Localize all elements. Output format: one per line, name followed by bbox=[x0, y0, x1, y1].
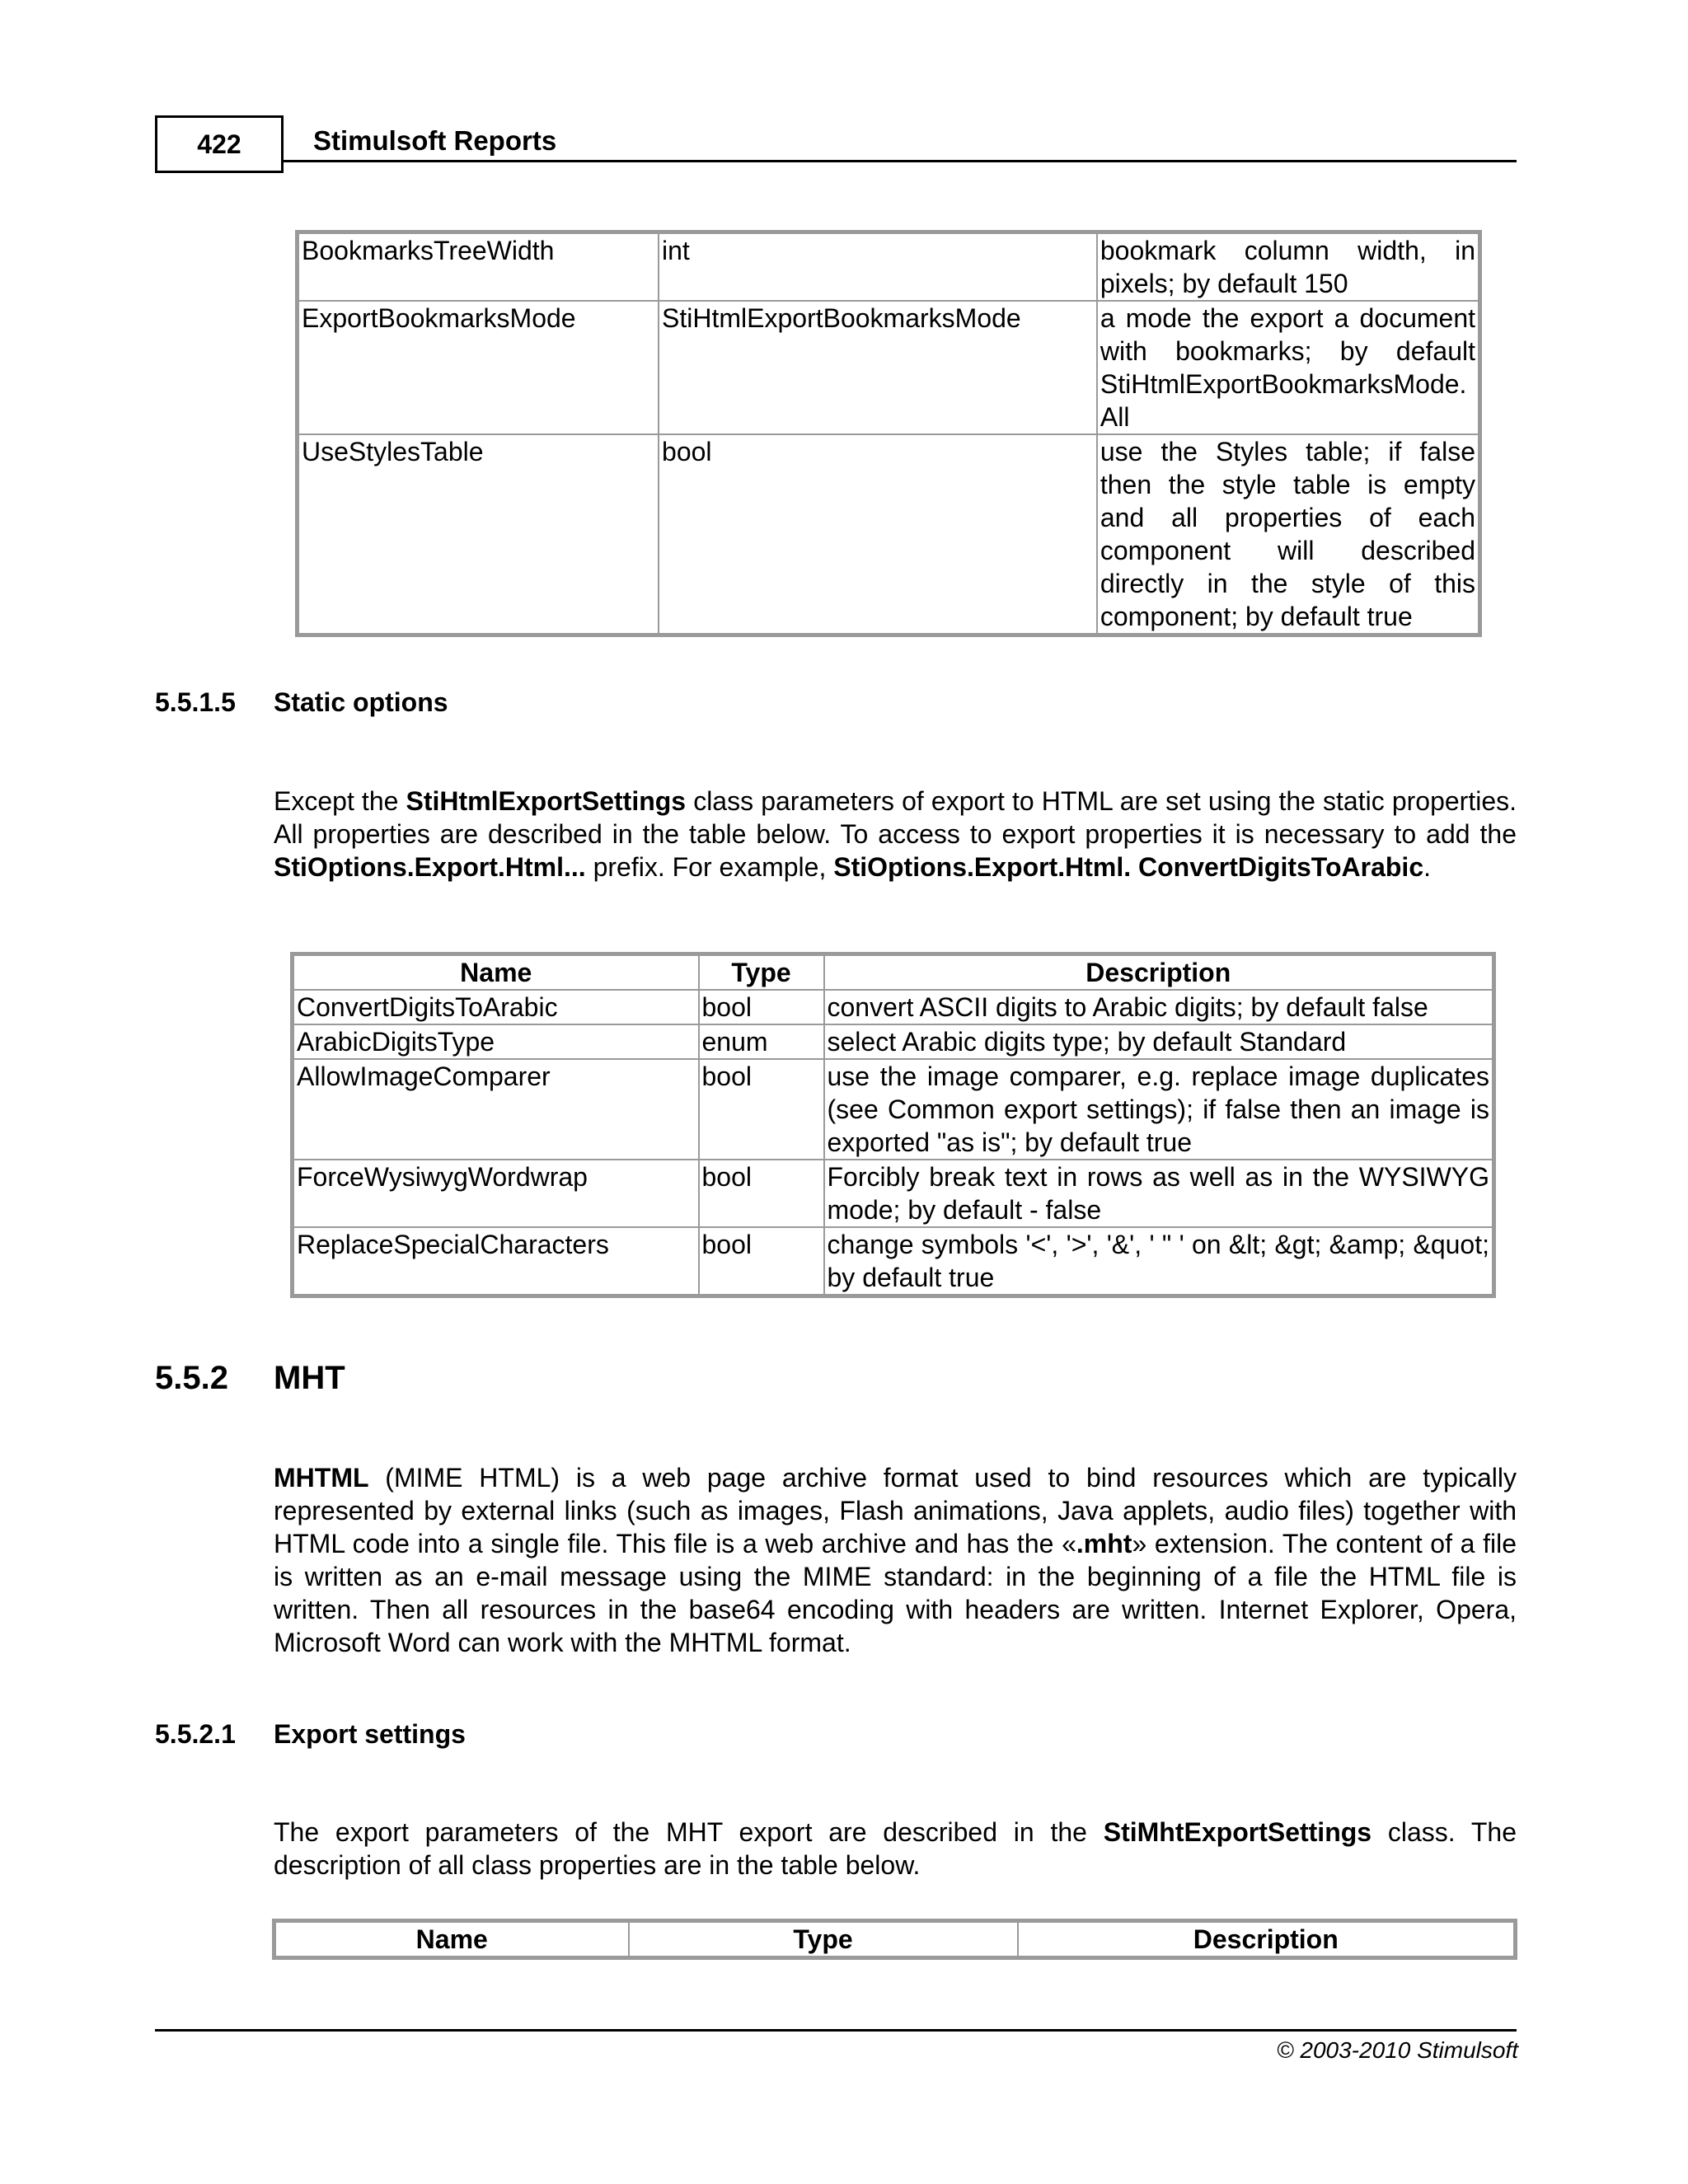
prefix-name: StiOptions.Export.Html... bbox=[274, 852, 586, 882]
table-row bbox=[293, 1059, 1494, 1160]
property-type: enum bbox=[699, 1024, 824, 1059]
property-name: ExportBookmarksMode bbox=[298, 301, 659, 434]
static-options-paragraph bbox=[274, 785, 1517, 883]
text-run: The export parameters of the MHT export are described in the bbox=[274, 1817, 1104, 1847]
text-run: Except the bbox=[274, 786, 406, 816]
property-type: bool bbox=[699, 1160, 824, 1227]
text-run: (MIME HTML) is a web page archive format used to bind resources which are typically represented by external links (such as images, Flash animations, Java applets, audio files) together with HTML code into a single file. This file is a web archive and has the « bbox=[274, 1463, 1517, 1558]
property-description: use the Styles table; if false then the style table is empty and all properties of each component will described directly in the style of this component; by default true bbox=[1097, 434, 1480, 635]
property-type: bool bbox=[659, 434, 1097, 635]
text-run: . bbox=[1423, 852, 1431, 882]
column-header-description: Description bbox=[824, 954, 1494, 991]
section-title: Export settings bbox=[274, 1719, 466, 1749]
header-rule bbox=[284, 160, 1517, 162]
footer-copyright: © 2003-2010 Stimulsoft bbox=[1276, 2037, 1518, 2063]
property-type: StiHtmlExportBookmarksMode bbox=[659, 301, 1097, 434]
section-number: 5.5.2 bbox=[155, 1360, 228, 1396]
example-name: StiOptions.Export.Html. ConvertDigitsToArabic bbox=[833, 852, 1424, 882]
property-description: bookmark column width, in pixels; by default 150 bbox=[1097, 232, 1480, 302]
property-type: bool bbox=[699, 1227, 824, 1296]
table-row bbox=[298, 232, 1480, 302]
property-name: AllowImageComparer bbox=[293, 1059, 699, 1160]
text-run: class parameters of export to HTML are set using the static properties. All properties are described in the table below. To access to export properties it is necessary to add the bbox=[274, 786, 1517, 849]
property-description: Forcibly break text in rows as well as in the WYSIWYG mode; by default - false bbox=[824, 1160, 1494, 1227]
table-row bbox=[293, 1024, 1494, 1059]
format-name: MHTML bbox=[274, 1463, 369, 1493]
section-number: 5.5.1.5 bbox=[155, 687, 236, 717]
page-number: 422 bbox=[155, 115, 284, 173]
table-row bbox=[298, 434, 1480, 635]
class-name: StiMhtExportSettings bbox=[1103, 1817, 1372, 1847]
property-name: ForceWysiwygWordwrap bbox=[293, 1160, 699, 1227]
export-settings-paragraph bbox=[274, 1816, 1517, 1882]
column-header-type: Type bbox=[629, 1921, 1018, 1958]
running-header-title: Stimulsoft Reports bbox=[313, 125, 557, 156]
footer-rule bbox=[155, 2029, 1517, 2032]
table-row bbox=[293, 1227, 1494, 1296]
text-run: prefix. For example, bbox=[585, 852, 834, 882]
column-header-name: Name bbox=[293, 954, 699, 991]
property-name: ConvertDigitsToArabic bbox=[293, 990, 699, 1024]
property-description: change symbols '<', '>', '&', ' " ' on &lt; &gt; &amp; &quot; by default true bbox=[824, 1227, 1494, 1296]
property-name: BookmarksTreeWidth bbox=[298, 232, 659, 302]
mht-export-settings-table bbox=[272, 1919, 1517, 1960]
property-type: int bbox=[659, 232, 1097, 302]
class-name: StiHtmlExportSettings bbox=[406, 786, 687, 816]
column-header-description: Description bbox=[1018, 1921, 1516, 1958]
table-header-row bbox=[274, 1921, 1516, 1958]
section-title: Static options bbox=[274, 687, 448, 717]
section-title: MHT bbox=[274, 1360, 345, 1396]
section-number: 5.5.2.1 bbox=[155, 1719, 236, 1749]
property-description: select Arabic digits type; by default Standard bbox=[824, 1024, 1494, 1059]
property-description: a mode the export a document with bookmarks; by default StiHtmlExportBookmarksMode. All bbox=[1097, 301, 1480, 434]
html-export-settings-table-continued bbox=[295, 230, 1482, 637]
property-name: UseStylesTable bbox=[298, 434, 659, 635]
property-description: use the image comparer, e.g. replace image duplicates (see Common export settings); if false then an image is exported "as is"; by default true bbox=[824, 1059, 1494, 1160]
column-header-type: Type bbox=[699, 954, 824, 991]
static-options-table bbox=[290, 952, 1496, 1298]
property-name: ArabicDigitsType bbox=[293, 1024, 699, 1059]
property-type: bool bbox=[699, 990, 824, 1024]
property-name: ReplaceSpecialCharacters bbox=[293, 1227, 699, 1296]
table-row bbox=[293, 1160, 1494, 1227]
text-run: class. The description of all class properties are in the table below. bbox=[274, 1817, 1517, 1880]
column-header-name: Name bbox=[274, 1921, 629, 1958]
extension-name: .mht bbox=[1076, 1529, 1132, 1558]
mht-paragraph bbox=[274, 1461, 1517, 1659]
table-row bbox=[293, 990, 1494, 1024]
property-description: convert ASCII digits to Arabic digits; by default false bbox=[824, 990, 1494, 1024]
table-row bbox=[298, 301, 1480, 434]
property-type: bool bbox=[699, 1059, 824, 1160]
table-header-row bbox=[293, 954, 1494, 991]
text-run: » extension. The content of a file is written as an e-mail message using the MIME standard: in the beginning of a file the HTML file is written. Then all resources in the base64 encoding with headers are written. Internet Explorer, Opera, Microsoft Word can work with the MHTML format. bbox=[274, 1529, 1517, 1657]
